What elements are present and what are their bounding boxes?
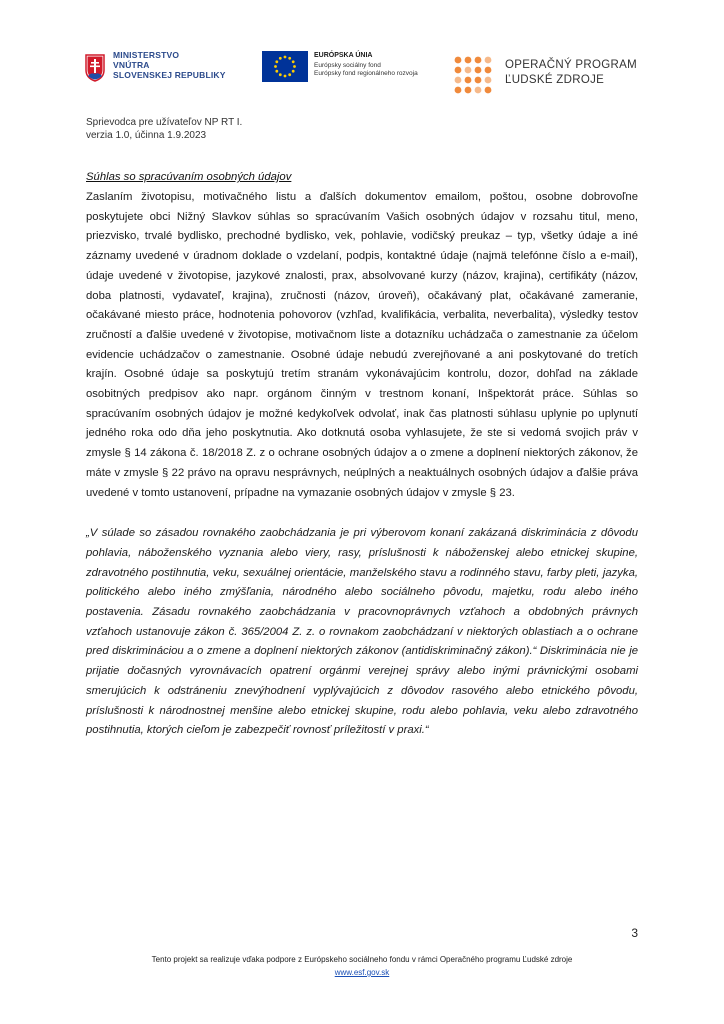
eu-line-2: Európsky fond regionálneho rozvoja — [314, 70, 418, 77]
footer-text: Tento projekt sa realizuje vďaka podpore z Európskeho sociálneho fondu v rámci Operačného programu Ľudské zdroje — [151, 955, 573, 964]
ministry-logo — [85, 50, 226, 82]
doc-version: verzia 1.0, účinna 1.9.2023 — [86, 130, 207, 141]
ministry-line-2: VNÚTRA — [113, 60, 150, 70]
page-footer — [0, 953, 724, 979]
doc-title: Sprievodca pre užívateľov NP RT I. — [86, 117, 243, 128]
footer-link[interactable]: www.esf.gov.sk — [334, 968, 390, 977]
equal-treatment-quote: „V súlade so zásadou rovnakého zaobchádzania je pri výberovom konaní zakázaná diskriminácia z dôvodu pohlavia, náboženského vyznania alebo viery, rasy, príslušnosti k náboženskej alebo etnickej skupine, zdravotného postihnutia, veku, sexuálnej orientácie, manželského stavu a rodinného stavu, farby pleti, jazyka, politického alebo iného zmýšľania, národného alebo sociálneho pôvodu, majetku, rodu alebo iného postavenia. Zásadu rovnakého zaobchádzania v pracovnoprávnych vzťahoch a obdobných právnych vzťahoch ustanovuje zákon č. 365/2004 Z. z. o rovnakom zaobchádzaní v niektorých oblastiach a o ochrane pred diskrimináciou a o zmene a doplnení niektorých zákonov (antidiskriminačný zákon).“ Diskriminácia nie je prijatie dočasných vyrovnávacích opatrení orgánmi verejnej správy alebo inými právnickými osobami smerujúcich k odstráneniu znevýhodnení vyplývajúcich z dôvodov rasového alebo etnického pôvodu, príslušnosti k národnostnej menšine alebo etnickej skupine, rodu alebo pohlavia, veku alebo zdravotného postihnutia, ktorých cieľom je zabezpečiť rovnosť príležitostí v praxi.“ — [86, 527, 638, 737]
eu-flag-icon — [262, 51, 308, 82]
slovak-crest-icon — [85, 54, 105, 82]
ministry-line-1: MINISTERSTVO — [113, 50, 180, 60]
eu-logo — [262, 51, 418, 82]
page-header — [85, 50, 645, 100]
eu-line-1: Európsky sociálny fond — [314, 62, 381, 69]
op-line-1: OPERAČNÝ PROGRAM — [505, 59, 637, 71]
ministry-line-3: SLOVENSKEJ REPUBLIKY — [113, 70, 226, 80]
page-number: 3 — [631, 926, 638, 940]
op-logo — [453, 56, 637, 94]
consent-paragraph: Zaslaním životopisu, motivačného listu a ďalších dokumentov emailom, poštou, osobne dobrovoľne poskytujete obci Nižný Slavkov súhlas so spracúvaním Vašich osobných údajov v rozsahu titul, meno, priezvisko, trvalé bydlisko, prechodné bydlisko, vek, pohlavie, vodičský preukaz – typ, všetky údaje a iné záznamy uvedené v úradnom doklade o vzdelaní, podpis, kontaktné údaje (najmä telefónne číslo a e-mail), údaje uvedené v životopise, jazykové znalosti, prax, absolvované kurzy (názov, krajina), certifikáty (názov, doba platnosti, vydavateľ, krajina), zručnosti (názov, úroveň), očakávaný plat, očakávané zameranie, očakávané miesto práce, hodnotenia pohovorov (vzhľad, kvalifikácia, verbalita, neverbalita), výsledky testov zručností a ďalšie uvedené v životopise, motivačnom liste a dotazníku uchádzača o zamestnanie za účelom evidencie uchádzačov o zamestnanie. Osobné údaje nebudú zverejňované a ani poskytované do tretích krajín. Osobné údaje sa poskytujú tretím stranám vykonávajúcim kontrolu, dozor, dohľad na základe osobitných predpisov ako napr. orgánom činným v trestnom konaní, Inšpektorát práce. Súhlas so spracúvaním osobných údajov je možné kedykoľvek odvolať, inak čas platnosti súhlasu uplynie po uplynutí jedného roka odo dňa jeho poskytnutia. Ako dotknutá osoba vyhlasujete, že ste si vedomá svojich práv v zmysle § 14 zákona č. 18/2018 Z. z o ochrane osobných údajov a o zmene a doplnení niektorých zákonov, že máte v zmysle § 22 právo na opravu nesprávnych, neúplných a neaktuálnych osobných údajov a ďalšie práva uvedené v tomto ustanovení, prípadne na vymazanie osobných údajov v zmysle § 23. — [86, 191, 638, 499]
section-title: Súhlas so spracúvaním osobných údajov — [86, 171, 292, 183]
op-dots-logo-icon — [453, 56, 495, 94]
eu-title: EURÓPSKA ÚNIA — [314, 52, 373, 59]
op-line-2: ĽUDSKÉ ZDROJE — [505, 74, 605, 86]
main-content — [86, 168, 638, 741]
document-meta — [86, 116, 242, 142]
